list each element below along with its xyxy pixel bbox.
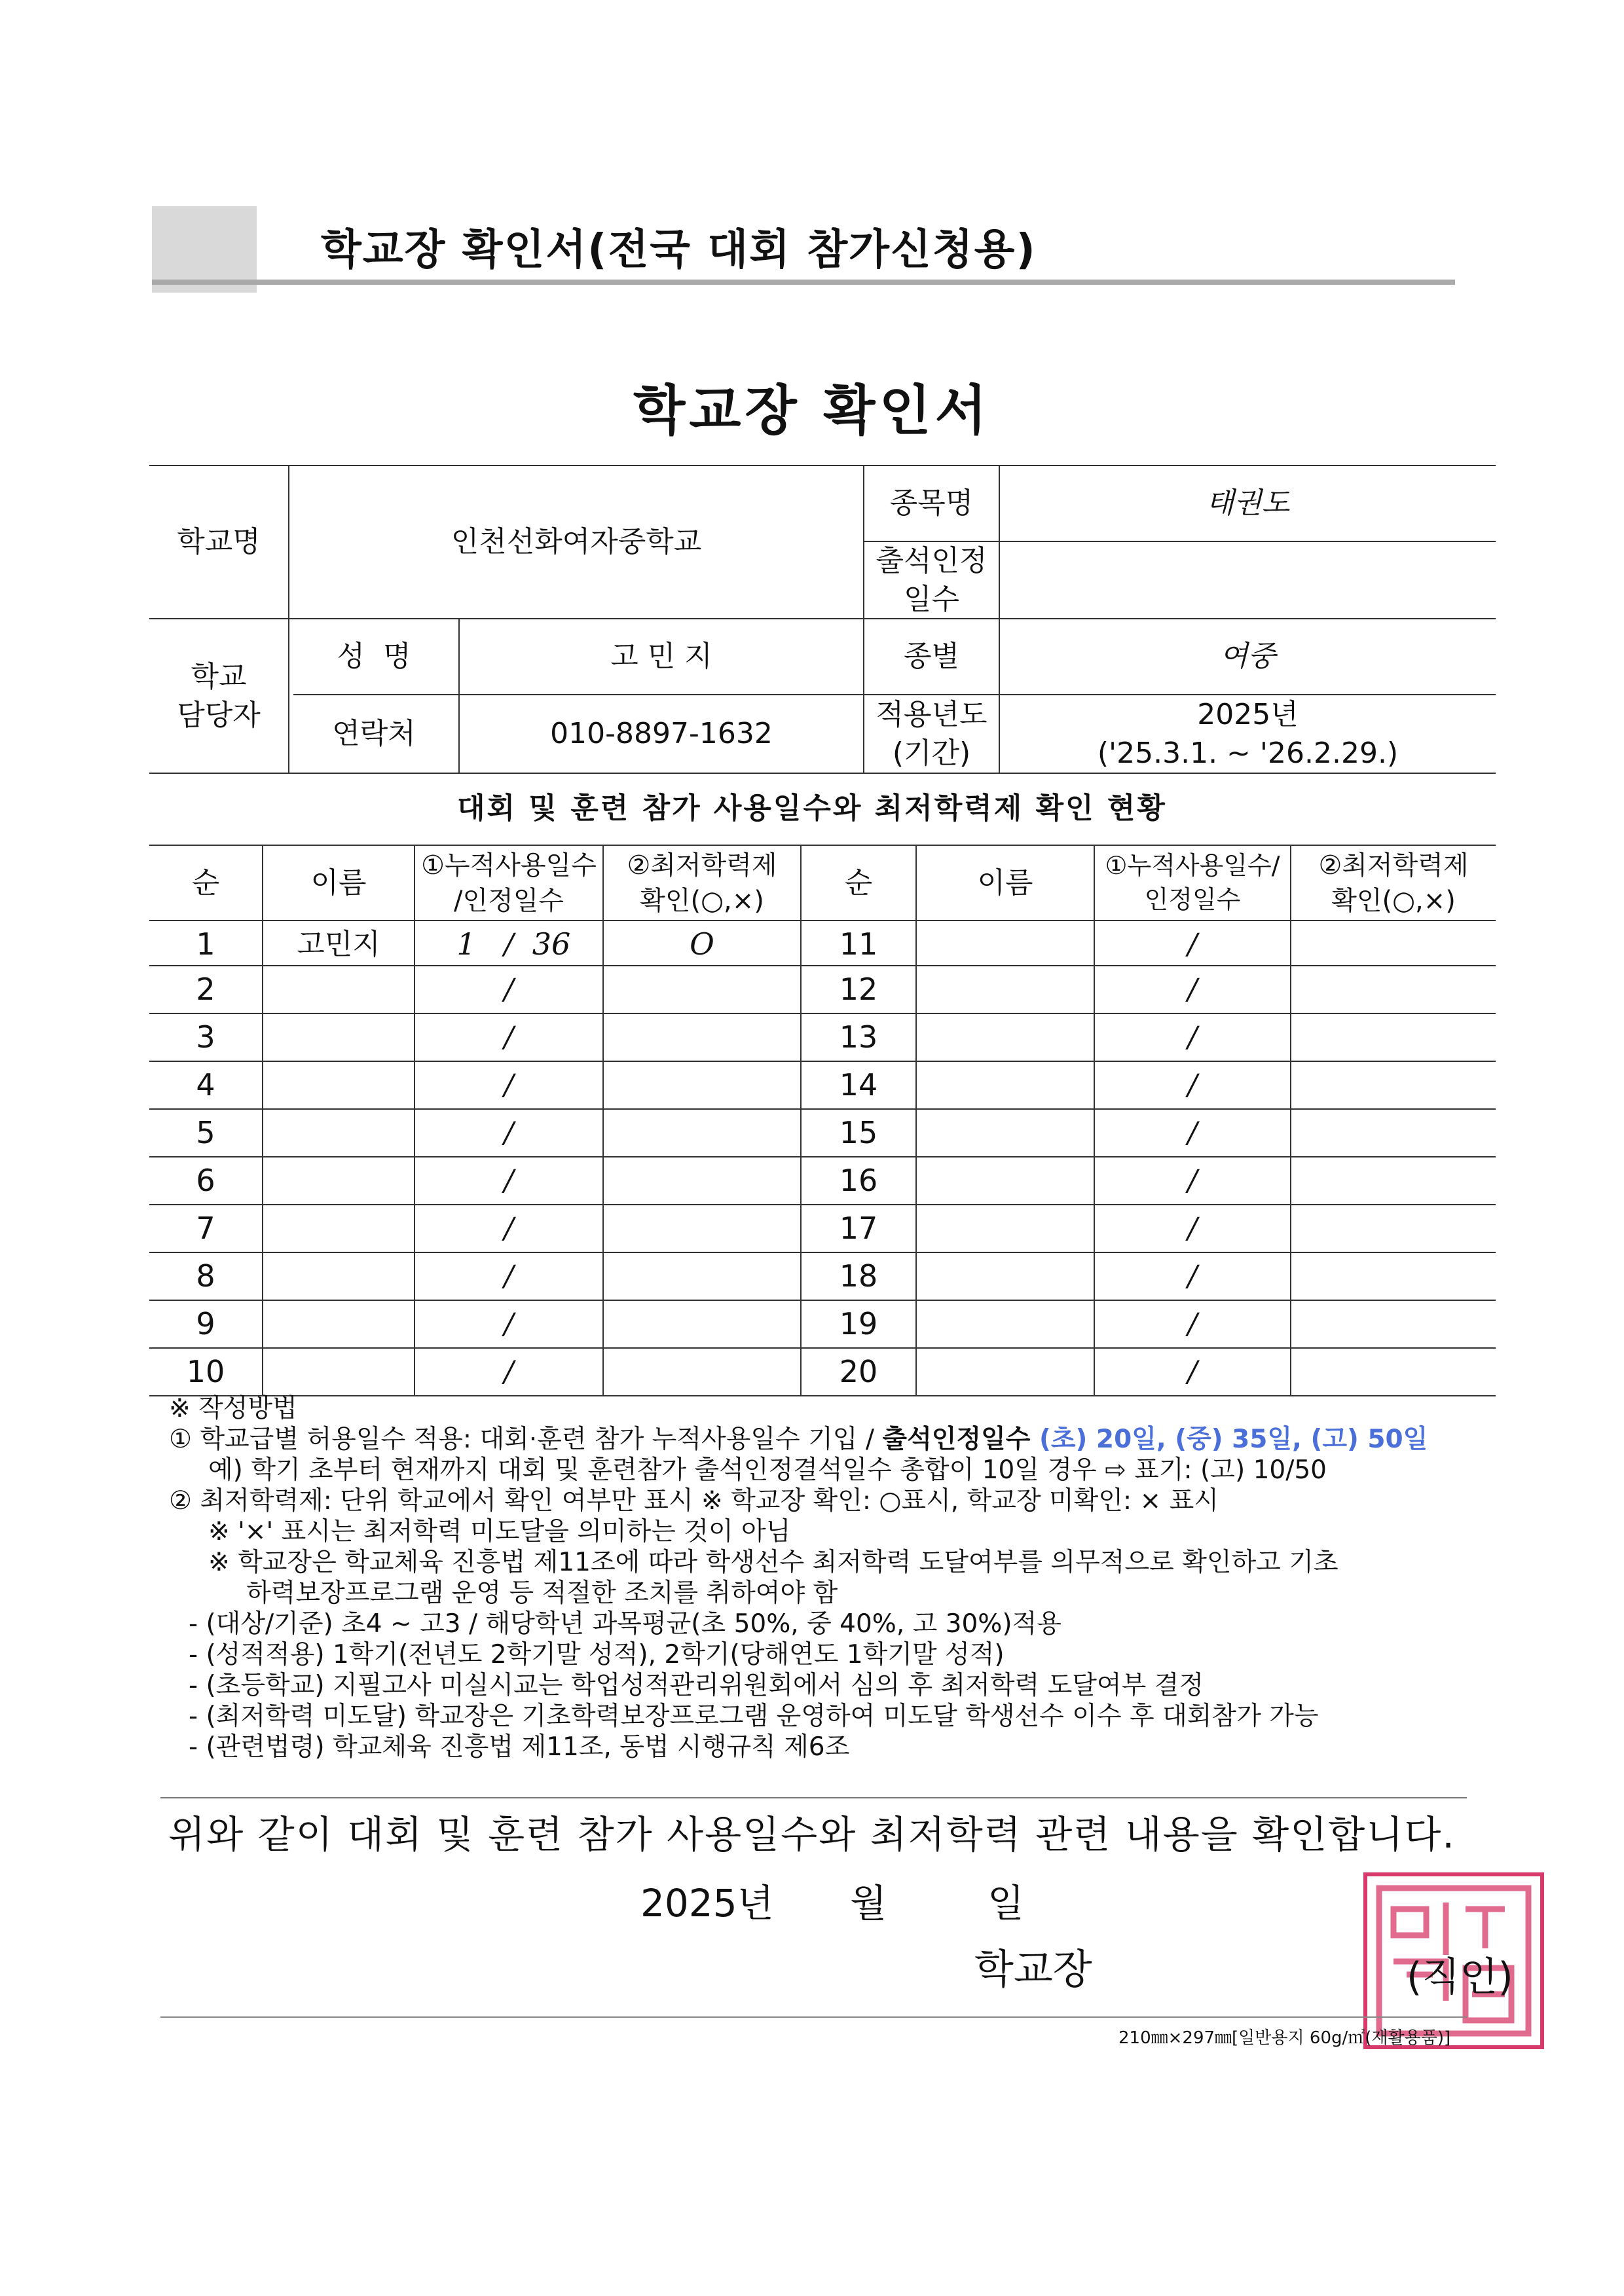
- header-divider: [152, 280, 1455, 285]
- grid-cell-sep: /: [504, 1163, 514, 1197]
- grid-cell-left-check: [604, 1014, 800, 1061]
- grid-cell-left-days: [415, 1301, 602, 1347]
- paper-spec: 210㎜×297㎜[일반용지 60g/㎡(재활용품)]: [1118, 2028, 1451, 2048]
- grid-cell-left-days: [415, 1205, 602, 1252]
- attendance-days-label: 출석인정 일수: [876, 543, 987, 616]
- grid-cell-right-no: 16: [839, 1163, 878, 1199]
- grid-cell-left-no: 2: [196, 972, 215, 1008]
- grid-header-check-right: ②최저학력제 확인(○,×): [1318, 850, 1469, 916]
- form-header-title: 학교장 확인서(전국 대회 참가신청용): [321, 226, 1037, 274]
- grid-cell-left-name: [263, 966, 414, 1013]
- note-bullet: - (초등학교) 지필고사 미실시교는 학업성적관리위원회에서 심의 후 최저학력 도달여부 결정: [189, 1671, 1204, 1700]
- grid-cell-left-check: [604, 1205, 800, 1252]
- grid-cell-left-days: [415, 1014, 602, 1061]
- note-1-example: 예) 학기 초부터 현재까지 대회 및 훈련참가 출석인정결석일수 총합이 10일 경우 ⇨ 표기: (고) 10/50: [208, 1455, 1327, 1485]
- grid-header-no-right: 순: [844, 866, 873, 900]
- grid-cell-left-name: [263, 1062, 414, 1108]
- note-bullet: - (대상/기준) 초4 ~ 고3 / 해당학년 과목평균(초 50%, 중 40%, 고 30%)적용: [189, 1609, 1061, 1639]
- category-label: 종별: [903, 640, 959, 674]
- grid-header-name-left: 이름: [310, 866, 367, 900]
- footer-divider: [160, 2016, 1467, 2018]
- confirmation-statement: 위와 같이 대회 및 훈련 참가 사용일수와 최저학력 관련 내용을 확인합니다.: [168, 1812, 1456, 1857]
- grid-cell-left-days: [415, 1110, 602, 1156]
- principal-label: 학교장: [974, 1945, 1092, 1993]
- grid-cell-left-name: [263, 1301, 414, 1347]
- note-2-text: 최저학력제: 단위 학교에서 확인 여부만 표시 ※ 학교장 확인: ○표시, 학교장 미확인: × 표시: [200, 1486, 1219, 1516]
- grid-cell-left-no: 8: [196, 1258, 215, 1294]
- note-bullet: - (성적적용) 1학기(전년도 2학기말 성적), 2학기(당해연도 1학기말 성적): [189, 1640, 1005, 1669]
- grid-cell-left-check: [604, 1110, 800, 1156]
- grid-cell-right-no: 14: [839, 1067, 878, 1103]
- note-1-text: 학교급별 허용일수 적용: 대회·훈련 참가 누적사용일수 기입 /: [200, 1425, 883, 1454]
- grid-cell-right-sep: /: [1187, 1020, 1198, 1054]
- grid-cell-left-days: [415, 1349, 602, 1395]
- attendance-days-value: [1000, 542, 1496, 618]
- contact-value: 010-8897-1632: [550, 717, 773, 751]
- document-title: 학교장 확인서: [633, 380, 991, 442]
- grid-cell-right-sep: /: [1187, 1116, 1198, 1150]
- notes-divider: [160, 1797, 1467, 1798]
- note-1-attendance: 출석인정일수: [882, 1425, 1031, 1454]
- grid-header-no-left: 순: [191, 866, 220, 900]
- grid-cell-left-name: [263, 1157, 414, 1204]
- note-2-sub-1: ※ '×' 표시는 최저학력 미도달을 의미하는 것이 아님: [208, 1517, 791, 1546]
- grid-cell-left-check: O: [690, 926, 714, 962]
- grid-header-name-right: 이름: [977, 866, 1033, 900]
- grid-cell-left-check: [604, 1253, 800, 1300]
- grid-cell-right-no: 15: [839, 1115, 878, 1151]
- manager-name-label: 성 명: [337, 640, 411, 674]
- grid-header-check-left: ②최저학력제 확인(○,×): [627, 850, 777, 916]
- note-2: [169, 1485, 1518, 1516]
- note-1-limits: (초) 20일, (중) 35일, (고) 50일: [1030, 1425, 1428, 1454]
- grid-cell-sep: /: [504, 1116, 514, 1150]
- school-name-label: 학교명: [177, 525, 261, 559]
- date-year: 2025년: [640, 1881, 774, 1925]
- grid-cell-left-name: [263, 1110, 414, 1156]
- grid-cell-left-check: [604, 966, 800, 1013]
- year-value-cell: [1000, 695, 1496, 773]
- note-bullet: - (최저학력 미도달) 학교장은 기초학력보장프로그램 운영하여 미도달 학생선수 이수 후 대회참가 가능: [189, 1702, 1319, 1731]
- sport-value: 태권도: [1206, 486, 1290, 520]
- grid-cell-right-no: 20: [839, 1354, 878, 1390]
- grid-cell-left-check: [604, 1349, 800, 1395]
- note-1: [169, 1424, 1518, 1455]
- section-title: 대회 및 훈련 참가 사용일수와 최저학력제 확인 현황: [457, 792, 1167, 825]
- grid-line: [915, 845, 917, 1395]
- grid-cell-right-sep: /: [1187, 1163, 1198, 1197]
- grid-cell-right-sep: /: [1187, 1211, 1198, 1245]
- grid-cell-right-sep: /: [1187, 927, 1198, 961]
- grid-cell-right-no: 18: [839, 1258, 878, 1294]
- grid-cell-sep: /: [504, 1307, 514, 1341]
- grid-cell-left-no: 6: [196, 1163, 215, 1199]
- grid-cell-right-no: 17: [839, 1211, 878, 1247]
- contact-label: 연락처: [332, 717, 416, 751]
- grid-cell-right-no: 12: [839, 972, 878, 1008]
- note-1-marker: ①: [169, 1425, 192, 1454]
- grid-cell-sep: /: [504, 927, 514, 961]
- grid-cell-right-sep: /: [1187, 1259, 1198, 1293]
- period-value: ('25.3.1. ~ '26.2.29.): [1097, 737, 1399, 770]
- note-2-sub-2: ※ 학교장은 학교체육 진흥법 제11조에 따라 학생선수 최저학력 도달여부를 의무적으로 확인하고 기초: [208, 1548, 1338, 1577]
- notes-heading: ※ 작성방법: [169, 1394, 297, 1423]
- grid-cell-left-no: 10: [186, 1354, 225, 1390]
- manager-name-value: 고 민 지: [610, 640, 712, 674]
- date-day: 일: [987, 1881, 1025, 1925]
- note-2-sub-2-cont: 하력보장프로그램 운영 등 적절한 조치를 취하여야 함: [246, 1578, 838, 1608]
- grid-cell-left-no: 7: [196, 1211, 215, 1247]
- grid-cell-sep: /: [504, 1068, 514, 1102]
- grid-cell-right-no: 19: [839, 1306, 878, 1342]
- grid-cell-left-name: [263, 1253, 414, 1300]
- category-value: 여중: [1219, 640, 1276, 674]
- grid-cell-left-no: 5: [196, 1115, 215, 1151]
- grid-cell-right-sep: /: [1187, 972, 1198, 1006]
- grid-cell-left-days: [415, 1253, 602, 1300]
- grid-cell-sep: /: [504, 972, 514, 1006]
- grid-cell-left-name: [263, 1205, 414, 1252]
- seal-mark-text: (직인): [1407, 1954, 1513, 2000]
- grid-cell-sep: /: [504, 1211, 514, 1245]
- note-bullet: - (관련법령) 학교체육 진흥법 제11조, 동법 시행규칙 제6조: [189, 1732, 850, 1762]
- grid-cell-left-name: 고민지: [297, 927, 380, 961]
- grid-cell-left-days: [415, 1062, 602, 1108]
- grid-cell-total: 36: [532, 926, 571, 962]
- grid-cell-right-sep: /: [1187, 1307, 1198, 1341]
- grid-cell-right-sep: /: [1187, 1068, 1198, 1102]
- note-2-marker: ②: [169, 1486, 192, 1516]
- grid-cell-left-no: 9: [196, 1306, 215, 1342]
- grid-cell-sep: /: [504, 1259, 514, 1293]
- manager-label: 학교 담당자: [177, 659, 261, 732]
- grid-cell-sep: /: [504, 1355, 514, 1389]
- grid-cell-left-days: [415, 966, 602, 1013]
- grid-cell-left-no: 3: [196, 1019, 215, 1055]
- grid-cell-left-check: [604, 1157, 800, 1204]
- grid-line: [1290, 845, 1291, 1395]
- grid-header-days-left: ①누적사용일수 /인정일수: [421, 850, 597, 916]
- year-label: 적용년도 (기간): [876, 697, 987, 770]
- year-value: 2025년: [1197, 697, 1299, 731]
- grid-cell-left-days: [415, 1157, 602, 1204]
- date-month: 월: [850, 1881, 887, 1925]
- grid-cell-right-no: 13: [839, 1019, 878, 1055]
- grid-cell-sep: /: [504, 1020, 514, 1054]
- grid-header-days-right: ①누적사용일수/ 인정일수: [1105, 851, 1280, 914]
- grid-cell-left-no: 4: [196, 1067, 215, 1103]
- grid-cell-left-name: [263, 1349, 414, 1395]
- grid-cell-left-no: 1: [196, 926, 215, 962]
- grid-cell-right-sep: /: [1187, 1355, 1198, 1389]
- school-name-value: 인천선화여자중학교: [451, 525, 702, 559]
- sport-label: 종목명: [889, 486, 974, 520]
- grid-cell-left-days: [415, 921, 602, 968]
- writing-instructions: [169, 1393, 1518, 1762]
- grid-cell-used: 1: [456, 926, 476, 962]
- grid-cell-right-no: 11: [839, 926, 878, 962]
- grid-cell-left-check: [604, 1301, 800, 1347]
- grid-cell-left-name: [263, 1014, 414, 1061]
- grid-cell-left-check: [604, 1062, 800, 1108]
